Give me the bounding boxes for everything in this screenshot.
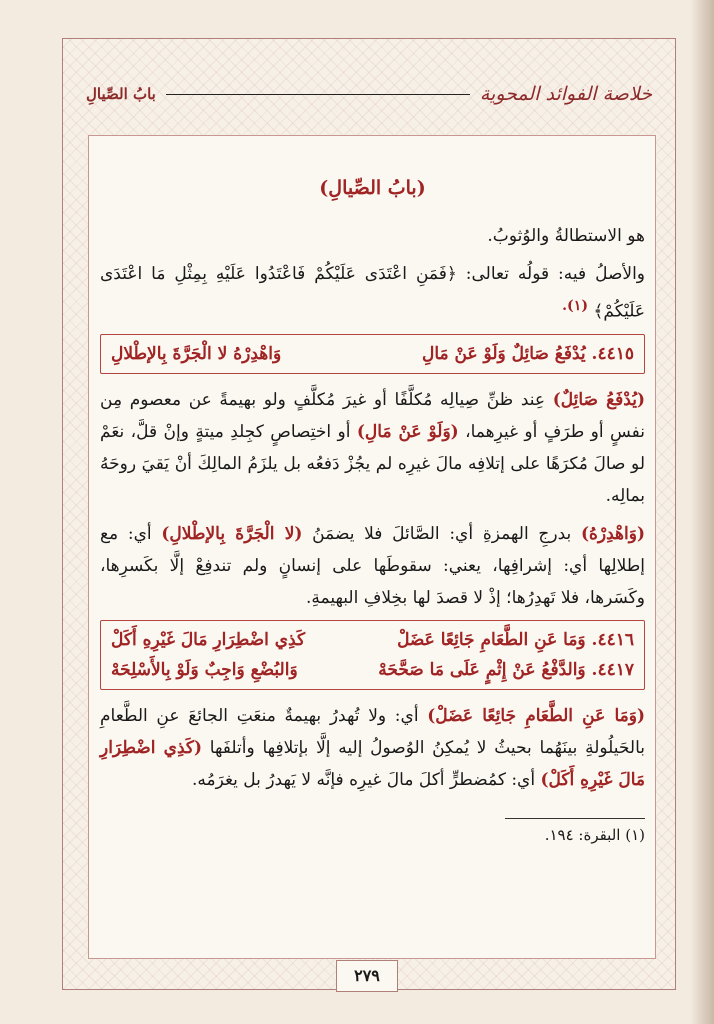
header-chapter-label: بابُ الصِّيالِ (86, 85, 156, 103)
explanation-text: بدرجِ الهمزةِ أي: الصَّائلَ فلا يضمَنُ (302, 523, 581, 544)
verse-4416-second-hemistich: كَذِي اضْطِرَارِ مَالَ غَيْرِهِ أَكَلْ (111, 629, 306, 650)
explanation-text: عِند ظنِّ صِيالِه مُكلَّفًا أو غيرَ مُكلَّفٍ ولو بهيمةً عن معصوم مِن نفسٍ أو طرَفٍ أو غيرِهما، (100, 389, 645, 442)
explanation-paragraph-3 (100, 700, 645, 796)
page-content (100, 160, 645, 847)
verse-line (111, 625, 634, 655)
asl-paragraph (100, 258, 645, 328)
verse-box-4415 (100, 334, 645, 374)
quoted-phrase: (كَذِي اضْطِرَارِ مَالَ غَيْرِهِ أَكَلْ) (100, 737, 645, 790)
verse-4415-first-hemistich: ٤٤١٥. يُدْفَعُ صَائِلٌ وَلَوْ عَنْ مَالِ (422, 343, 634, 364)
explanation-text: أي: ولا تُهدرُ بهيمةٌ منعَتِ الجائعَ عنِ الطَّعامِ بالحَيلُولةِ بينَهُما بحيثُ لا يُمكِنُ الوُصولُ إليه إلَّا بإتلافِها وأتلفَها (100, 705, 645, 758)
quoted-phrase: (لا الْجَرَّةَ بِالإطْلالِ) (161, 523, 303, 544)
quoted-phrase: (وَمَا عَنِ الطَّعَامِ جَائِعًا عَضَلْ) (427, 705, 645, 726)
explanation-text: أي: مع إطلالِها أي: إشرافِها، يعني: سقوطَها على إنسانٍ ولم تندفِعْ إلَّا بكَسرِها، وكَسَرها، فلا تَهدِرُها؛ إذْ لا قصدَ لها بخِلافِ البهيمةِ. (100, 523, 645, 608)
verse-4417-first-hemistich: ٤٤١٧. وَالدَّفْعُ عَنْ إِثْمٍ عَلَى مَا صَحَّحَهْ (378, 659, 634, 680)
explanation-paragraph-2 (100, 518, 645, 614)
definition-text: هو الاستطالةُ والوُثوبُ. (487, 226, 645, 246)
footnote: (١) البقرة: ١٩٤. (544, 825, 645, 844)
quoted-phrase: (وَلَوْ عَنْ مَالِ) (356, 421, 459, 442)
explanation-text: أو اختِصاصٍ كجِلدِ ميتةٍ وإنْ قلَّ، نعَمْ لو صالَ مُكرَهًا على إتلافِه مالَ غيرِه لم يجُزْ دَفعُه بل يلزَمُ المالِكَ أنْ يَقيَ روحَهُ بمالِه. (100, 421, 645, 506)
asl-prefix: والأصلُ فيه: قولُه تعالى: (465, 264, 646, 284)
verse-line (111, 339, 634, 369)
explanation-paragraph-1 (100, 384, 645, 512)
page-edge-shadow (690, 0, 714, 1024)
chapter-heading: (بابُ الصِّيالِ) (319, 177, 426, 199)
running-header (86, 72, 652, 116)
explanation-text: أي: كمُضطرٍّ أكلَ مالَ غيرِه فإنَّه لا يَهدرُ بل يغرَمُه. (191, 769, 541, 790)
verse-4417-second-hemistich: وَالبُضْعِ وَاجِبٌ وَلَوْ بِالأَسْلِحَهْ (111, 659, 298, 680)
quran-verse: ﴿فَمَنِ اعْتَدَى عَلَيْكُمْ فَاعْتَدُوا عَلَيْهِ بِمِثْلِ مَا اعْتَدَى عَلَيْكُمْ﴾ (100, 264, 645, 322)
footnote-ref: (١). (562, 298, 589, 314)
quoted-phrase: (وَاهْدِرْهُ) (580, 523, 645, 544)
header-rule (166, 94, 470, 95)
page-number: ٢٧٩ (336, 960, 398, 992)
footnote-separator (505, 818, 645, 819)
verse-line (111, 655, 634, 685)
definition-paragraph (100, 220, 645, 252)
book-title: خلاصة الفوائد المحوية (479, 83, 652, 105)
quoted-phrase: (يُدْفَعُ صَائِلٌ) (552, 389, 645, 410)
verse-box-4416-4417 (100, 620, 645, 690)
verse-4415-second-hemistich: وَاهْدِرْهُ لا الْجَرَّةَ بِالإطْلالِ (111, 343, 282, 364)
verse-4416-first-hemistich: ٤٤١٦. وَمَا عَنِ الطَّعَامِ جَائِعًا عَضَلْ (397, 629, 634, 650)
